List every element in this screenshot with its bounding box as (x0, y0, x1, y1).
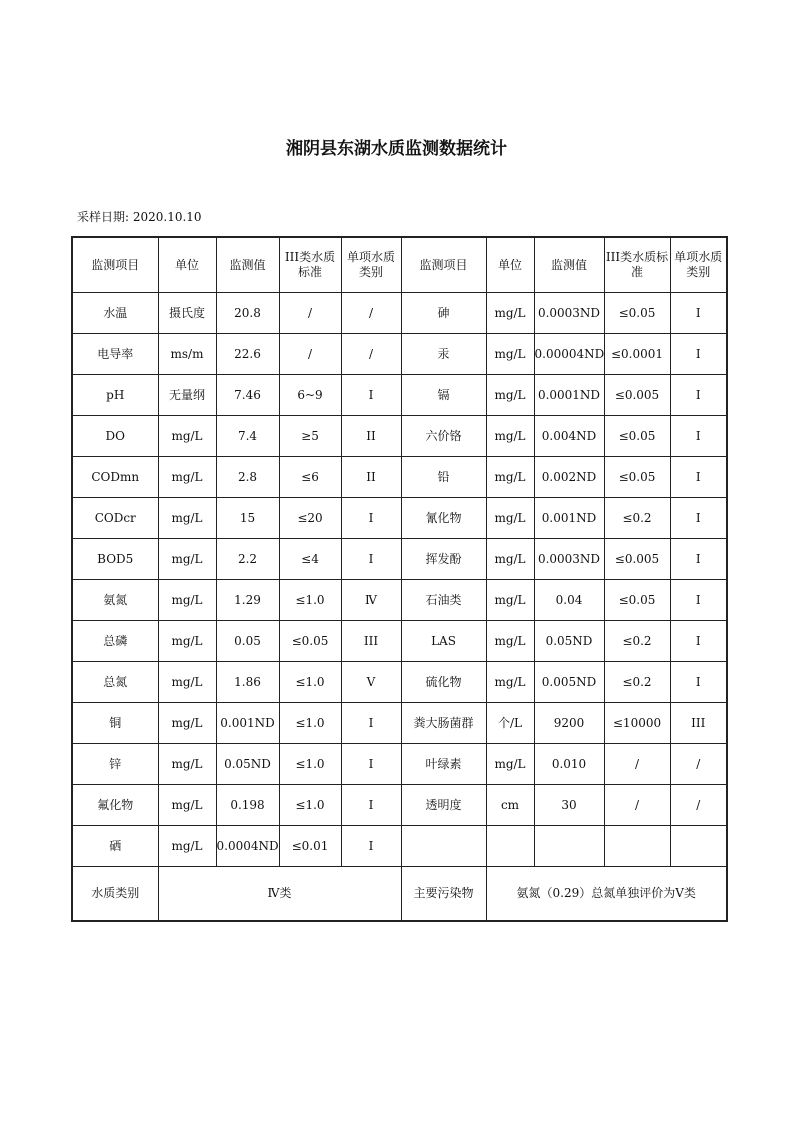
header-row (72, 237, 727, 293)
table-cell: I (341, 826, 401, 867)
table-cell: ≤0.2 (604, 662, 670, 703)
table-cell: 砷 (401, 293, 486, 334)
table-cell: 2.8 (216, 457, 279, 498)
table-cell: mg/L (158, 621, 216, 662)
table-cell: 0.001ND (216, 703, 279, 744)
table-cell: CODcr (72, 498, 158, 539)
table-cell: ≤20 (279, 498, 341, 539)
table-cell: mg/L (158, 662, 216, 703)
table-cell: 1.86 (216, 662, 279, 703)
table-cell: cm (486, 785, 534, 826)
table-cell: pH (72, 375, 158, 416)
table-cell: ms/m (158, 334, 216, 375)
table-cell: ≤0.01 (279, 826, 341, 867)
page-title: 湘阴县东湖水质监测数据统计 (286, 139, 507, 159)
table-cell: mg/L (158, 580, 216, 621)
table-row (72, 457, 727, 498)
table-cell: 铅 (401, 457, 486, 498)
table-cell: mg/L (158, 498, 216, 539)
table-row (72, 416, 727, 457)
table-cell: 0.0003ND (534, 293, 604, 334)
table-row (72, 293, 727, 334)
table-row (72, 621, 727, 662)
table-cell: ≤6 (279, 457, 341, 498)
table-cell: 铜 (72, 703, 158, 744)
table-row (72, 785, 727, 826)
table-cell: / (341, 334, 401, 375)
table-cell: / (279, 334, 341, 375)
table-cell: 氰化物 (401, 498, 486, 539)
table-cell: I (670, 498, 727, 539)
quality-category-value: Ⅳ类 (158, 867, 401, 922)
table-cell: mg/L (486, 662, 534, 703)
header-cell: 单项水质类别 (670, 237, 727, 293)
table-row (72, 703, 727, 744)
table-cell: 0.002ND (534, 457, 604, 498)
table-cell: II (341, 416, 401, 457)
table-cell: 硒 (72, 826, 158, 867)
table-cell: DO (72, 416, 158, 457)
table-cell (604, 826, 670, 867)
table-cell: ≤4 (279, 539, 341, 580)
table-cell: mg/L (158, 703, 216, 744)
table-cell: / (341, 293, 401, 334)
main-pollutant-label: 主要污染物 (401, 867, 486, 922)
table-cell: 0.00004ND (534, 334, 604, 375)
table-cell: mg/L (158, 826, 216, 867)
table-cell: 总磷 (72, 621, 158, 662)
table-cell: ≥5 (279, 416, 341, 457)
table-cell: / (670, 785, 727, 826)
table-cell: I (670, 580, 727, 621)
table-cell (534, 826, 604, 867)
table-cell: 7.46 (216, 375, 279, 416)
table-cell: ≤1.0 (279, 703, 341, 744)
table-cell: ≤0.05 (604, 457, 670, 498)
table-cell: 0.05 (216, 621, 279, 662)
table-cell: 2.2 (216, 539, 279, 580)
table-cell: mg/L (158, 539, 216, 580)
table-cell: 挥发酚 (401, 539, 486, 580)
table-cell: mg/L (486, 621, 534, 662)
table-cell: ≤0.05 (604, 293, 670, 334)
header-cell: 单位 (158, 237, 216, 293)
water-quality-table (71, 236, 728, 922)
table-cell: 个/L (486, 703, 534, 744)
table-cell: 0.05ND (216, 744, 279, 785)
table-cell: I (341, 744, 401, 785)
table-cell: 摄氏度 (158, 293, 216, 334)
table-cell: 0.04 (534, 580, 604, 621)
table-cell: / (279, 293, 341, 334)
header-cell: 监测值 (534, 237, 604, 293)
table-cell: 0.004ND (534, 416, 604, 457)
table-row (72, 539, 727, 580)
table-cell: mg/L (486, 580, 534, 621)
table-cell: mg/L (158, 457, 216, 498)
table-cell: 石油类 (401, 580, 486, 621)
table-cell: ≤10000 (604, 703, 670, 744)
table-cell: / (670, 744, 727, 785)
table-cell: mg/L (158, 416, 216, 457)
header-cell: 监测项目 (72, 237, 158, 293)
table-cell: ≤1.0 (279, 785, 341, 826)
table-cell: 0.0003ND (534, 539, 604, 580)
table-cell: ≤0.005 (604, 539, 670, 580)
table-cell: I (670, 416, 727, 457)
table-cell: I (341, 785, 401, 826)
table-cell: mg/L (486, 416, 534, 457)
summary-row (72, 867, 727, 922)
table-cell: ≤0.05 (604, 416, 670, 457)
table-cell: 总氮 (72, 662, 158, 703)
table-cell: I (670, 375, 727, 416)
table-cell: mg/L (486, 293, 534, 334)
quality-category-label: 水质类别 (72, 867, 158, 922)
table-cell: 无量纲 (158, 375, 216, 416)
table-cell: 30 (534, 785, 604, 826)
main-pollutant-value: 氨氮（0.29）总氮单独评价为Ⅴ类 (486, 867, 727, 922)
table-cell: / (604, 744, 670, 785)
table-row (72, 826, 727, 867)
table-cell: 电导率 (72, 334, 158, 375)
table-cell: 7.4 (216, 416, 279, 457)
table-cell: I (670, 293, 727, 334)
table-cell: 水温 (72, 293, 158, 334)
table-cell: ≤1.0 (279, 744, 341, 785)
table-cell: 氨氮 (72, 580, 158, 621)
table-row (72, 580, 727, 621)
table-cell: 粪大肠菌群 (401, 703, 486, 744)
table-cell: 1.29 (216, 580, 279, 621)
table-row (72, 334, 727, 375)
table-cell (401, 826, 486, 867)
table-cell: mg/L (486, 498, 534, 539)
table-cell: 镉 (401, 375, 486, 416)
header-cell: III类水质标准 (279, 237, 341, 293)
table-cell: ≤0.005 (604, 375, 670, 416)
header-cell: 监测值 (216, 237, 279, 293)
table-cell: ≤1.0 (279, 662, 341, 703)
table-cell: I (341, 375, 401, 416)
table-cell: I (341, 498, 401, 539)
table-cell: 6~9 (279, 375, 341, 416)
table-cell: II (341, 457, 401, 498)
table-cell (486, 826, 534, 867)
header-cell: 单项水质类别 (341, 237, 401, 293)
table-cell: I (670, 457, 727, 498)
table-cell: mg/L (486, 744, 534, 785)
table-cell: mg/L (486, 334, 534, 375)
table-row (72, 662, 727, 703)
table-cell: mg/L (158, 744, 216, 785)
table-cell: I (670, 334, 727, 375)
table-cell: mg/L (486, 457, 534, 498)
table-cell: 20.8 (216, 293, 279, 334)
table-cell: I (670, 539, 727, 580)
table-cell: 锌 (72, 744, 158, 785)
table-cell: III (341, 621, 401, 662)
table-cell: 硫化物 (401, 662, 486, 703)
table-cell: I (670, 621, 727, 662)
table-cell: ≤1.0 (279, 580, 341, 621)
table-cell: I (341, 539, 401, 580)
table-cell: ≤0.05 (279, 621, 341, 662)
table-cell: ≤0.0001 (604, 334, 670, 375)
table-row (72, 375, 727, 416)
table-cell: Ⅳ (341, 580, 401, 621)
table-cell: V (341, 662, 401, 703)
table-cell: CODmn (72, 457, 158, 498)
table-cell: BOD5 (72, 539, 158, 580)
table-cell: 22.6 (216, 334, 279, 375)
table-cell (670, 826, 727, 867)
table-cell: 0.0001ND (534, 375, 604, 416)
table-cell: 9200 (534, 703, 604, 744)
table-cell: LAS (401, 621, 486, 662)
table-cell: ≤0.2 (604, 621, 670, 662)
table-cell: I (670, 662, 727, 703)
table-cell: 0.198 (216, 785, 279, 826)
table-cell: mg/L (486, 539, 534, 580)
table-cell: 15 (216, 498, 279, 539)
table-cell: 0.001ND (534, 498, 604, 539)
header-cell: III类水质标准 (604, 237, 670, 293)
table-cell: 透明度 (401, 785, 486, 826)
header-cell: 单位 (486, 237, 534, 293)
table-cell: 0.0004ND (216, 826, 279, 867)
sample-date: 采样日期: 2020.10.10 (77, 210, 202, 224)
table-cell: mg/L (158, 785, 216, 826)
table-cell: III (670, 703, 727, 744)
table-cell: 氟化物 (72, 785, 158, 826)
table-cell: 六价铬 (401, 416, 486, 457)
table-cell: 0.010 (534, 744, 604, 785)
table-cell: / (604, 785, 670, 826)
table-cell: ≤0.2 (604, 498, 670, 539)
table-cell: 汞 (401, 334, 486, 375)
table-cell: 0.005ND (534, 662, 604, 703)
header-cell: 监测项目 (401, 237, 486, 293)
table-row (72, 744, 727, 785)
table-cell: 0.05ND (534, 621, 604, 662)
table-cell: ≤0.05 (604, 580, 670, 621)
table-row (72, 498, 727, 539)
table-cell: I (341, 703, 401, 744)
table-cell: 叶绿素 (401, 744, 486, 785)
table-cell: mg/L (486, 375, 534, 416)
